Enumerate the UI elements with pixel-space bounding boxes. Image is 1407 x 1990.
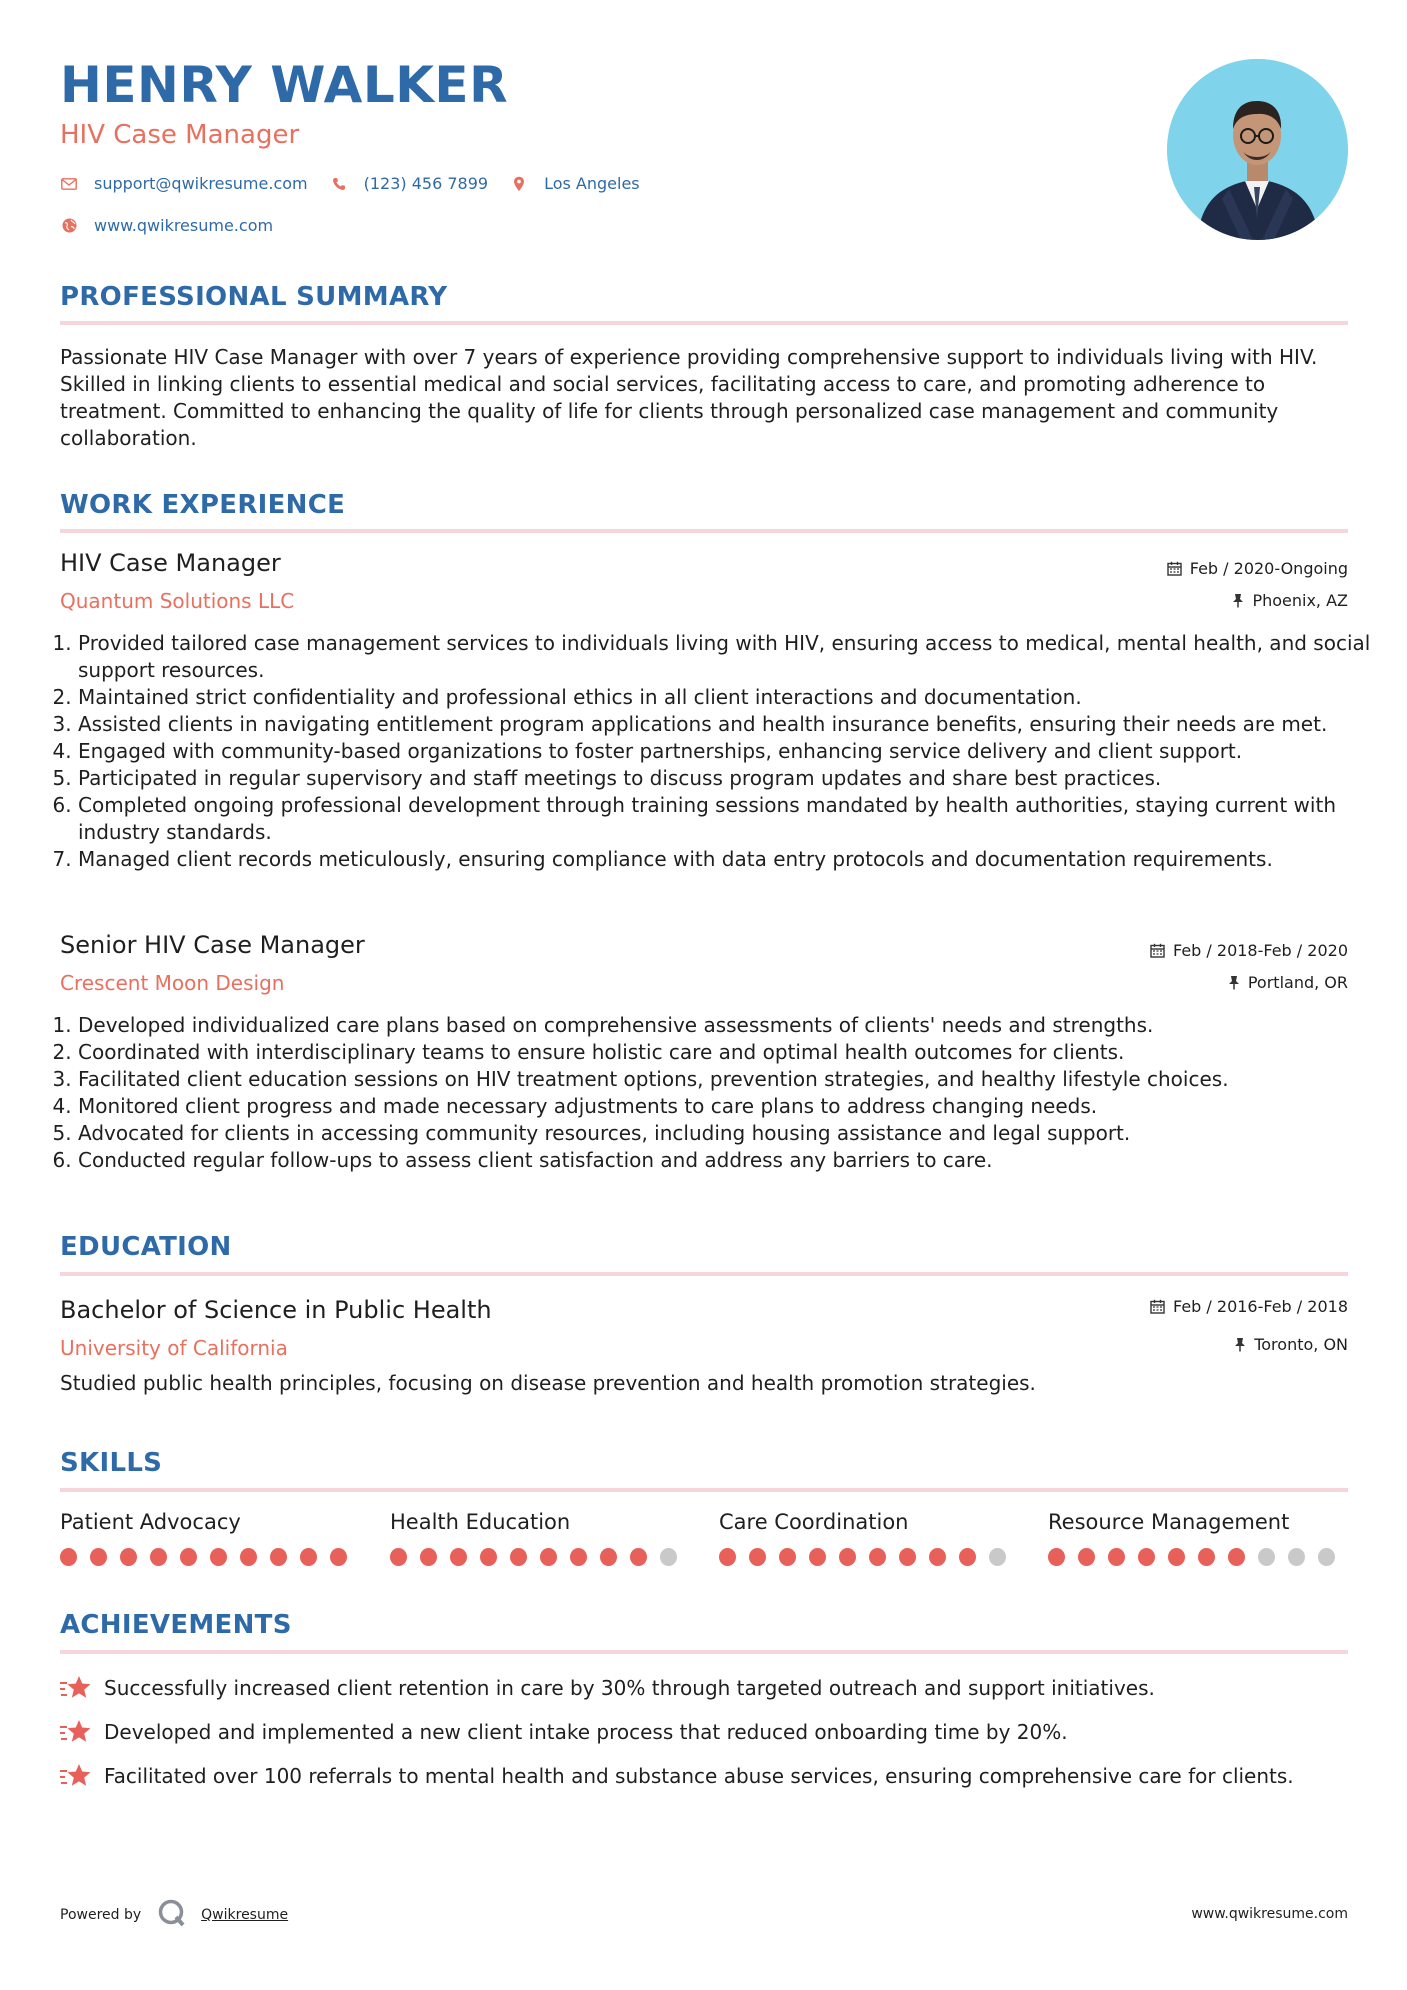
list-item: 4. Engaged with community-based organizations to foster partnerships, enhancing service delivery and client support. (78, 738, 1388, 765)
envelope-icon (60, 175, 78, 193)
skill-item (60, 1510, 360, 1566)
rating-dot-empty (1258, 1548, 1275, 1566)
job-dates (1167, 559, 1348, 578)
rating-dot-filled (390, 1548, 407, 1566)
contact-email[interactable] (60, 174, 308, 193)
list-item: 2. Maintained strict confidentiality and professional ethics in all client interactions and documentation. (78, 684, 1388, 711)
rating-dot-filled (60, 1548, 77, 1566)
contact-row-secondary (60, 216, 295, 235)
rating-dot-filled (1198, 1548, 1215, 1566)
location-text: Toronto, ON (1254, 1335, 1348, 1354)
pushpin-icon (1234, 1337, 1246, 1352)
achievement-item (60, 1762, 1294, 1790)
skill-rating (390, 1548, 690, 1566)
contact-website[interactable] (60, 216, 273, 235)
rating-dot-filled (540, 1548, 557, 1566)
education-description: Studied public health principles, focusing on disease prevention and health promotion strategies. (60, 1371, 1036, 1395)
footer-powered-by (60, 1898, 288, 1932)
candidate-name: HENRY WALKER (60, 56, 509, 114)
phone-text: (123) 456 7899 (363, 174, 489, 193)
calendar-icon (1150, 943, 1165, 958)
dates-text: Feb / 2018-Feb / 2020 (1173, 941, 1348, 960)
skill-rating (1048, 1548, 1348, 1566)
education-location (1234, 1335, 1348, 1354)
rating-dot-filled (1228, 1548, 1245, 1566)
summary-text: Passionate HIV Case Manager with over 7 years of experience providing comprehensive support to individuals living with HIV. Skilled in linking clients to essential medical and social services, facilitating access to care, and promoting adherence to treatment. Committed to enhancing the quality of life for clients through personalized case management and community collaboration. (60, 345, 1318, 450)
education-title: EDUCATION (60, 1232, 232, 1262)
achievement-text: Developed and implemented a new client intake process that reduced onboarding time by 20%. (104, 1720, 1068, 1744)
list-item: 5. Participated in regular supervisory and staff meetings to discuss program updates and share best practices. (78, 765, 1388, 792)
school-name: University of California (60, 1336, 288, 1360)
list-item: 7. Managed client records meticulously, ensuring compliance with data entry protocols and documentation requirements. (78, 846, 1388, 873)
rating-dot-filled (779, 1548, 796, 1566)
rating-dot-filled (90, 1548, 107, 1566)
list-item: 6. Completed ongoing professional development through training sessions mandated by health authorities, staying current with industry standards. (78, 792, 1388, 846)
job-duties-list (40, 1012, 1388, 1174)
location-text: Portland, OR (1247, 973, 1348, 992)
rating-dot-filled (600, 1548, 617, 1566)
powered-by-text: Powered by (60, 1907, 142, 1923)
star-icon (60, 1718, 92, 1746)
skill-rating (719, 1548, 1019, 1566)
location-text: Phoenix, AZ (1252, 591, 1348, 610)
list-item: 4. Monitored client progress and made necessary adjustments to care plans to address changing needs. (78, 1093, 1388, 1120)
degree-title: Bachelor of Science in Public Health (60, 1296, 492, 1324)
list-item: 1. Developed individualized care plans based on comprehensive assessments of clients' needs and strengths. (78, 1012, 1388, 1039)
experience-title: WORK EXPERIENCE (60, 490, 346, 520)
rating-dot-empty (989, 1548, 1006, 1566)
job-location (1228, 973, 1348, 992)
job-location (1232, 591, 1348, 610)
skill-name: Care Coordination (719, 1510, 909, 1534)
rating-dot-filled (420, 1548, 437, 1566)
section-divider (60, 321, 1348, 325)
rating-dot-filled (180, 1548, 197, 1566)
list-item: 3. Facilitated client education sessions on HIV treatment options, prevention strategies, and healthy lifestyle choices. (78, 1066, 1388, 1093)
star-icon (60, 1762, 92, 1790)
skill-item (1048, 1510, 1348, 1566)
rating-dot-filled (480, 1548, 497, 1566)
rating-dot-filled (450, 1548, 467, 1566)
map-pin-icon (510, 175, 528, 193)
rating-dot-empty (660, 1548, 677, 1566)
rating-dot-filled (899, 1548, 916, 1566)
list-item: 1. Provided tailored case management services to individuals living with HIV, ensuring access to medical, mental health, and social support resources. (78, 630, 1388, 684)
education-dates (1150, 1297, 1348, 1316)
rating-dot-filled (1078, 1548, 1095, 1566)
rating-dot-empty (1318, 1548, 1335, 1566)
candidate-role: HIV Case Manager (60, 120, 300, 150)
list-item: 5. Advocated for clients in accessing community resources, including housing assistance and legal support. (78, 1120, 1388, 1147)
rating-dot-filled (120, 1548, 137, 1566)
qwikresume-logo-icon (157, 1898, 187, 1932)
job-dates (1150, 941, 1348, 960)
rating-dot-filled (210, 1548, 227, 1566)
contact-phone[interactable] (330, 174, 488, 193)
skills-title: SKILLS (60, 1448, 163, 1478)
skill-name: Health Education (390, 1510, 571, 1534)
rating-dot-filled (630, 1548, 647, 1566)
pushpin-icon (1228, 975, 1240, 990)
achievement-text: Successfully increased client retention in care by 30% through targeted outreach and support initiatives. (104, 1676, 1155, 1700)
rating-dot-filled (809, 1548, 826, 1566)
section-divider (60, 1488, 1348, 1492)
location-text: Los Angeles (544, 174, 640, 193)
skill-name: Patient Advocacy (60, 1510, 241, 1534)
dates-text: Feb / 2020-Ongoing (1189, 559, 1348, 578)
rating-dot-filled (270, 1548, 287, 1566)
rating-dot-filled (749, 1548, 766, 1566)
star-icon (60, 1674, 92, 1702)
email-text: support@qwikresume.com (94, 174, 308, 193)
website-text: www.qwikresume.com (94, 216, 274, 235)
rating-dot-filled (510, 1548, 527, 1566)
skill-item (390, 1510, 690, 1566)
company-name: Quantum Solutions LLC (60, 589, 295, 613)
phone-icon (330, 175, 348, 193)
section-divider (60, 1272, 1348, 1276)
rating-dot-filled (330, 1548, 347, 1566)
skill-rating (60, 1548, 360, 1566)
rating-dot-filled (959, 1548, 976, 1566)
globe-icon (60, 217, 78, 235)
rating-dot-filled (240, 1548, 257, 1566)
rating-dot-filled (1168, 1548, 1185, 1566)
achievement-item (60, 1674, 1155, 1702)
brand-link[interactable]: Qwikresume (201, 1907, 289, 1923)
footer-url[interactable]: www.qwikresume.com (1191, 1906, 1348, 1922)
rating-dot-filled (150, 1548, 167, 1566)
dates-text: Feb / 2016-Feb / 2018 (1173, 1297, 1348, 1316)
list-item: 2. Coordinated with interdisciplinary teams to ensure holistic care and optimal health outcomes for clients. (78, 1039, 1388, 1066)
section-divider (60, 529, 1348, 533)
achievement-text: Facilitated over 100 referrals to mental health and substance abuse services, ensuring comprehensive care for clients. (104, 1764, 1294, 1788)
profile-photo (1167, 59, 1348, 240)
rating-dot-empty (1288, 1548, 1305, 1566)
rating-dot-filled (1048, 1548, 1065, 1566)
calendar-icon (1150, 1299, 1165, 1314)
contact-location (510, 174, 640, 193)
list-item: 3. Assisted clients in navigating entitlement program applications and health insurance benefits, ensuring their needs are met. (78, 711, 1388, 738)
skill-item (719, 1510, 1019, 1566)
contact-row-primary (60, 174, 662, 193)
skill-name: Resource Management (1048, 1510, 1290, 1534)
rating-dot-filled (929, 1548, 946, 1566)
rating-dot-filled (839, 1548, 856, 1566)
calendar-icon (1167, 561, 1182, 576)
rating-dot-filled (1138, 1548, 1155, 1566)
rating-dot-filled (570, 1548, 587, 1566)
rating-dot-filled (719, 1548, 736, 1566)
pushpin-icon (1232, 593, 1244, 608)
achievements-title: ACHIEVEMENTS (60, 1610, 292, 1640)
rating-dot-filled (300, 1548, 317, 1566)
job-title: HIV Case Manager (60, 549, 281, 577)
summary-title: PROFESSIONAL SUMMARY (60, 282, 448, 312)
job-title: Senior HIV Case Manager (60, 931, 365, 959)
achievement-item (60, 1718, 1068, 1746)
section-divider (60, 1650, 1348, 1654)
rating-dot-filled (869, 1548, 886, 1566)
job-duties-list (40, 630, 1388, 873)
rating-dot-filled (1108, 1548, 1125, 1566)
company-name: Crescent Moon Design (60, 971, 285, 995)
list-item: 6. Conducted regular follow-ups to assess client satisfaction and address any barriers to care. (78, 1147, 1388, 1174)
